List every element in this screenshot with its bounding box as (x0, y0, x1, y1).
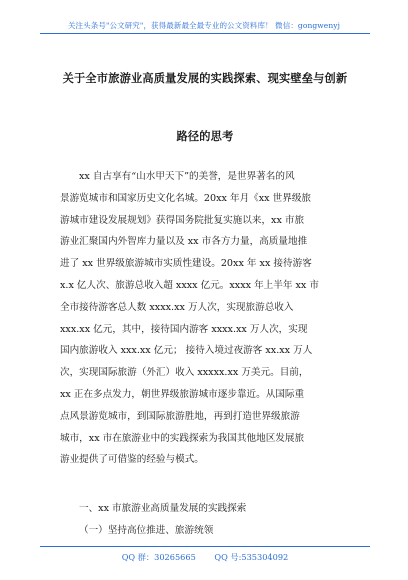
paragraph-line: 游业提供了可借鉴的经验与模式。 (60, 454, 204, 466)
header-text: 关注头条号"公文研究"，获得最新最全最专业的公文资料库！ 微信：gongwenyj (67, 21, 341, 30)
paragraph-line: 进了 xx 世界级旅游城市实质性建设。20xx 年 xx 接待游客 (60, 258, 312, 270)
footer (40, 552, 370, 563)
footer-divider (40, 546, 370, 547)
subsection-heading: （一）坚持高位推进、旅游统领 (79, 525, 214, 536)
document-title-line-2: 路径的思考 (176, 129, 234, 143)
paragraph-line: xx 正在多点发力，朝世界级旅游城市逐步靠近。从国际重 (60, 388, 305, 400)
paragraph-line: 次，实现国际旅游（外汇）收入 xxxxx.xx 万美元。目前， (60, 367, 309, 379)
paragraph-line: 游城市建设发展规划》获得国务院批复实施以来，xx 市旅 (60, 214, 305, 226)
paragraph-line: xx 自古享有“山水甲天下”的美誉，是世界著名的风 (79, 171, 295, 182)
footer-qq-number: QQ 号:535304092 (214, 552, 289, 562)
body-paragraph (60, 166, 365, 471)
paragraph-line: 景游览城市和国家历史文化名城。20xx 年月《xx 世界级旅 (60, 192, 312, 204)
paragraph-line: xxx.xx 亿元，其中，接待国内游客 xxxx.xx 万人次，实现 (60, 323, 308, 335)
footer-qq-group: QQ 群：30265665 (121, 552, 196, 562)
paragraph-line: 全市接待游客总人数 xxxx.xx 万人次，实现旅游总收入 (60, 301, 294, 313)
paragraph-line: 国内旅游收入 xxx.xx 亿元； 接待入境过夜游客 xx.xx 万人 (60, 345, 313, 357)
header-divider (40, 33, 370, 34)
paragraph-line: 城市，xx 市在旅游业中的实践探索为我国其他地区发展旅 (60, 432, 305, 444)
document-title-line-1: 关于全市旅游业高质量发展的实践探索、现实壁垒与创新 (62, 71, 348, 85)
paragraph-line: 游业汇聚国内外智库力量以及 xx 市各方力量，高质量地推 (60, 236, 308, 248)
paragraph-line: 点风景游览城市，到国际旅游胜地，再到打造世界级旅游 (60, 410, 300, 422)
section-heading: 一、xx 市旅游业高质量发展的实践探索 (79, 503, 247, 514)
paragraph-line: x.x 亿人次、旅游总收入超 xxxx 亿元。xxxx 年上半年 xx 市 (60, 279, 319, 291)
